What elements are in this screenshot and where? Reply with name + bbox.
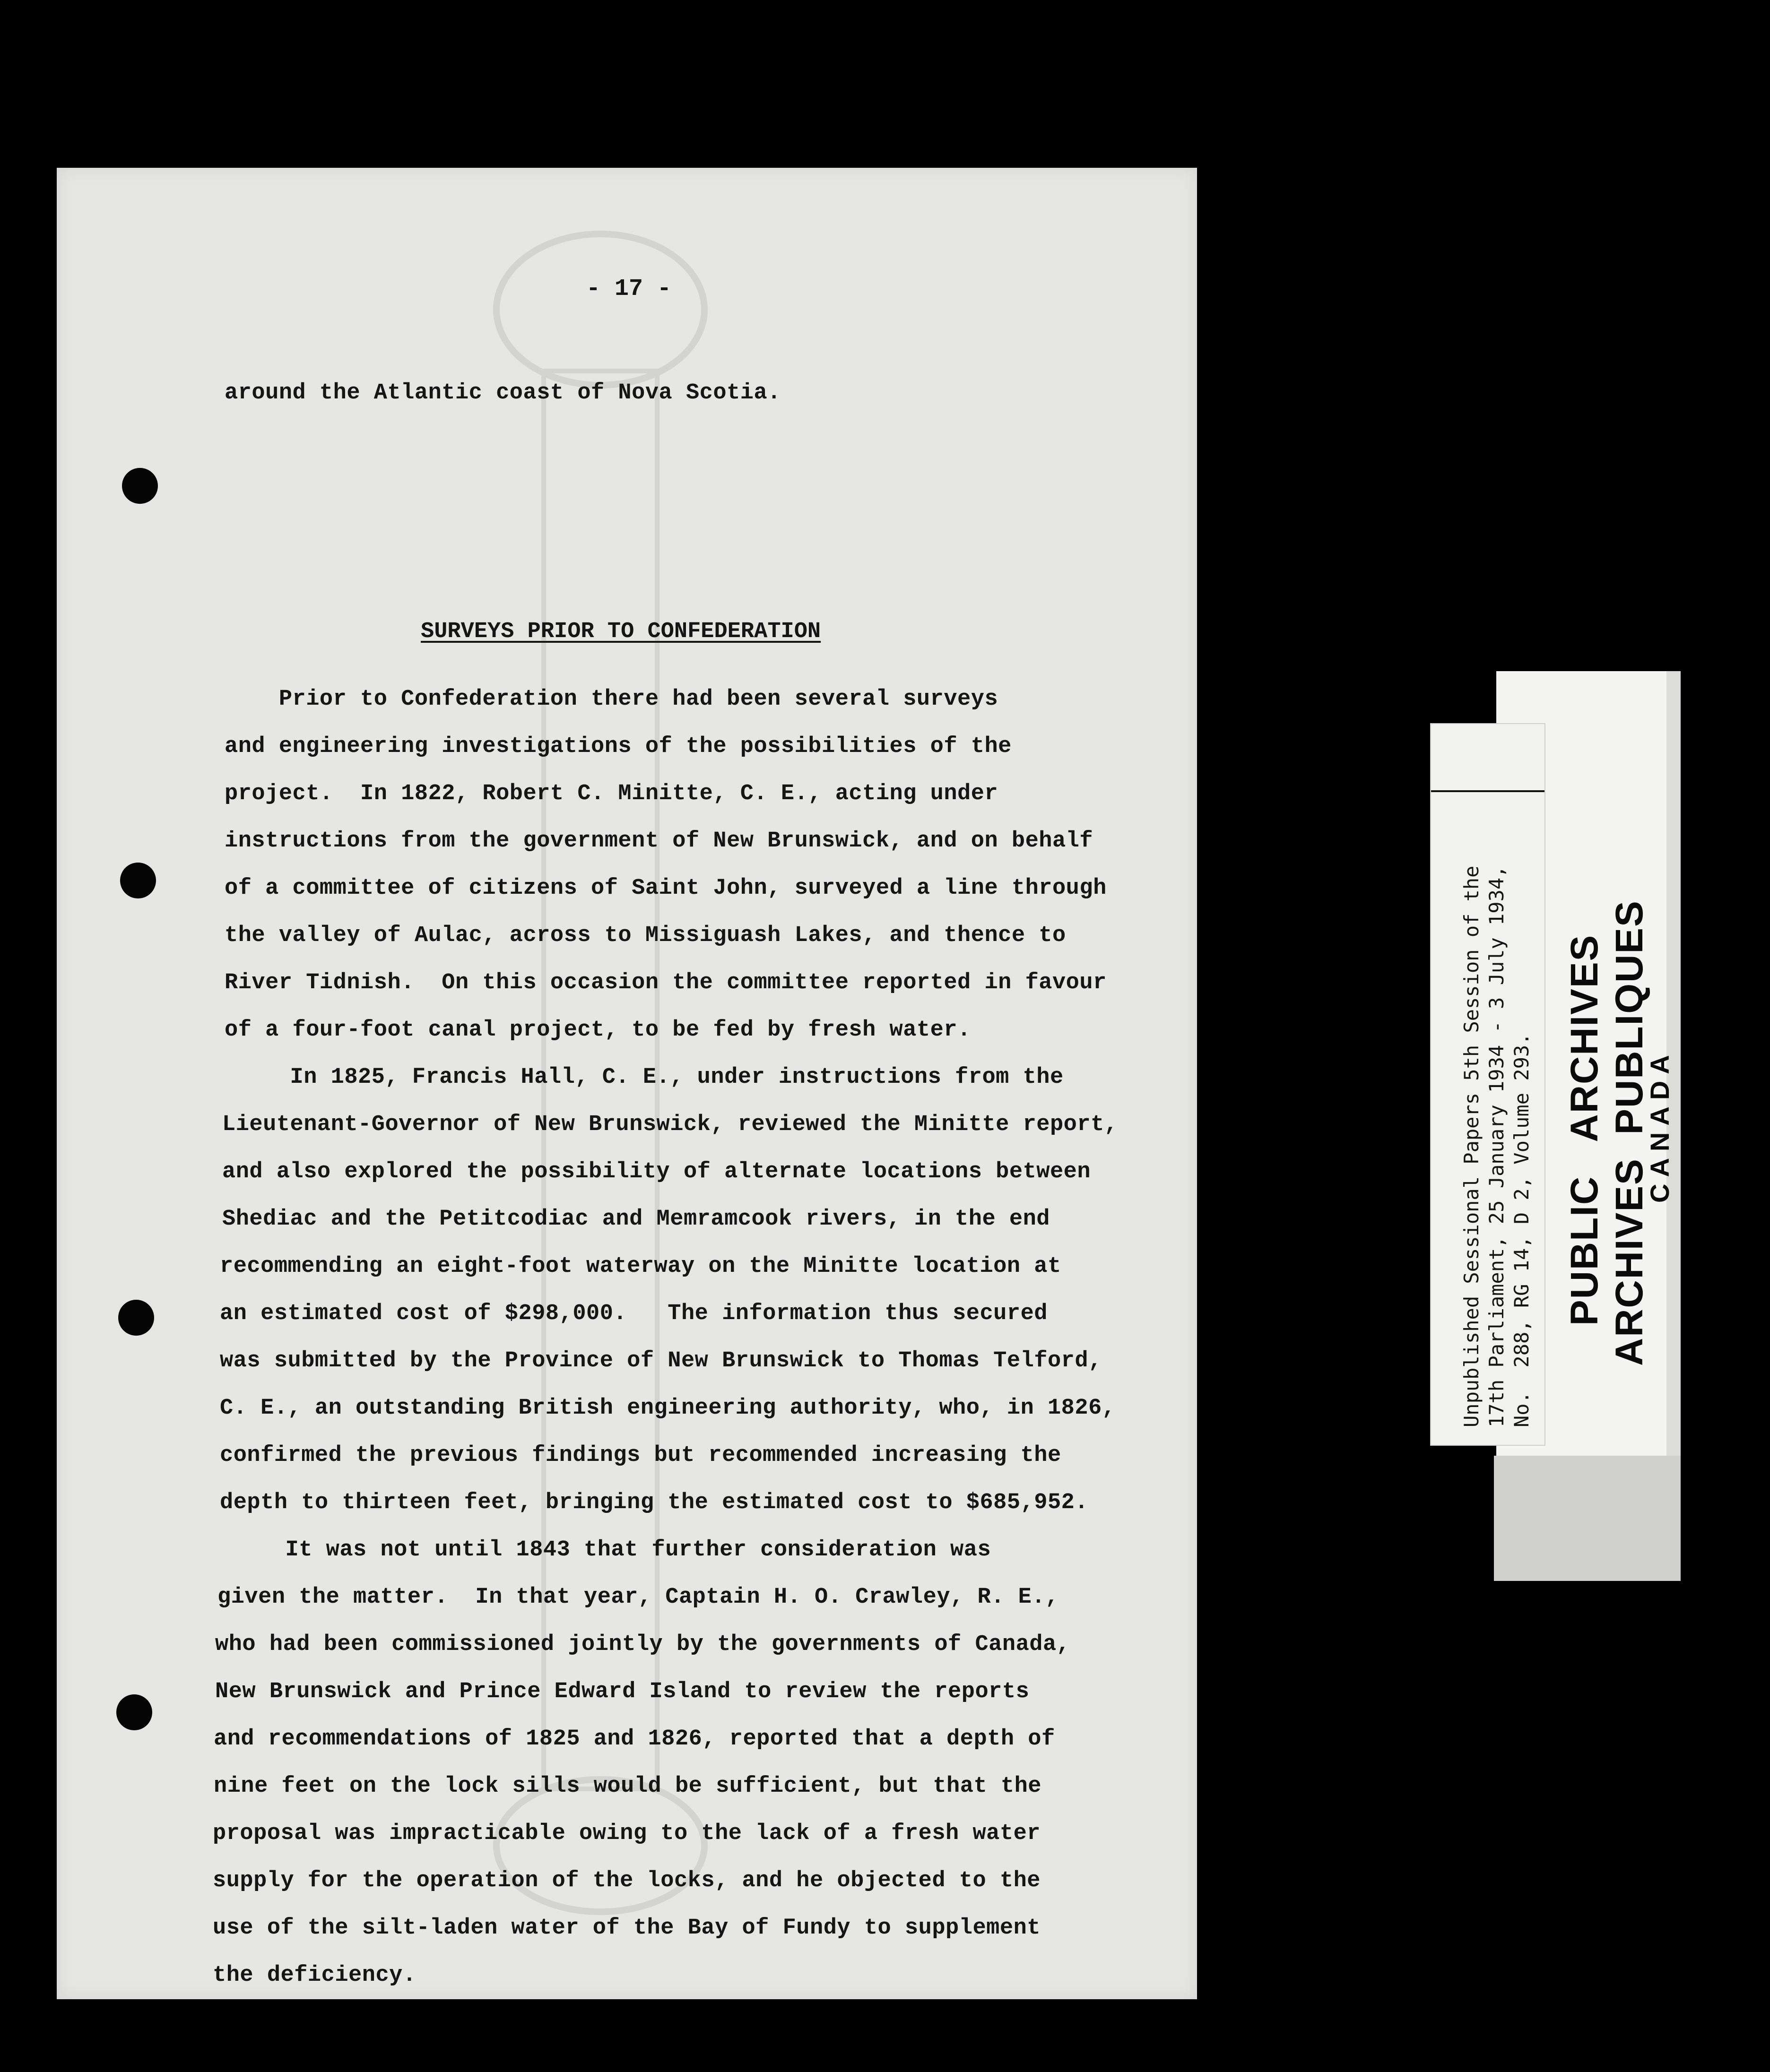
punch-hole	[120, 863, 156, 898]
stamp-canada: CANADA	[1645, 1048, 1675, 1203]
text-line: project. In 1822, Robert C. Minitte, C. E., acting under	[225, 781, 998, 806]
text-line: use of the silt-laden water of the Bay of Fundy to supplement	[213, 1916, 1041, 1941]
text-line: nine feet on the lock sills would be sufficient, but that the	[214, 1774, 1041, 1799]
text-line: and also explored the possibility of alternate locations between	[222, 1159, 1091, 1184]
text-line: given the matter. In that year, Captain H. O. Crawley, R. E.,	[217, 1585, 1059, 1610]
text-line: River Tidnish. On this occasion the committee reported in favour	[225, 970, 1107, 995]
text-line: Lieutenant-Governor of New Brunswick, reviewed the Minitte report,	[222, 1112, 1118, 1137]
punch-hole	[122, 468, 158, 504]
text-line: proposal was impracticable owing to the lack of a fresh water	[213, 1821, 1041, 1846]
punch-hole	[118, 1300, 154, 1336]
stamp-archives-publiques: ARCHIVES PUBLIQUES	[1608, 900, 1651, 1366]
stamp-public-archives: PUBLIC ARCHIVES	[1563, 934, 1606, 1326]
text-line: the deficiency.	[213, 1963, 416, 1988]
archive-label-line: Unpublished Sessional Papers 5th Session of the	[1460, 865, 1483, 1427]
text-line: recommending an eight-foot waterway on the Minitte location at	[220, 1254, 1061, 1279]
text-line: of a four-foot canal project, to be fed by fresh water.	[225, 1018, 971, 1043]
text-line: It was not until 1843 that further consideration was	[217, 1537, 991, 1563]
text-line: supply for the operation of the locks, and he objected to the	[213, 1868, 1041, 1893]
text-line: New Brunswick and Prince Edward Island to review the reports	[215, 1679, 1030, 1704]
text-line: of a committee of citizens of Saint John, surveyed a line through	[225, 876, 1107, 901]
text-line: depth to thirteen feet, bringing the estimated cost to $685,952.	[220, 1490, 1089, 1515]
text-line: In 1825, Francis Hall, C. E., under instructions from the	[222, 1065, 1064, 1090]
section-heading: SURVEYS PRIOR TO CONFEDERATION	[421, 619, 821, 644]
text-line: C. E., an outstanding British engineering authority, who, in 1826,	[220, 1396, 1116, 1421]
archive-label-line: No. 288, RG 14, D 2, Volume 293.	[1510, 1033, 1533, 1427]
punch-hole	[116, 1694, 152, 1730]
text-line: who had been commissioned jointly by the governments of Canada,	[215, 1632, 1070, 1657]
text-line: instructions from the government of New Brunswick, and on behalf	[225, 829, 1093, 854]
document-page	[57, 168, 1197, 1999]
opening-line: around the Atlantic coast of Nova Scotia.	[225, 380, 781, 406]
archive-label-text	[1459, 866, 1534, 1427]
page-number: - 17 -	[586, 276, 672, 302]
text-line: confirmed the previous findings but recommended increasing the	[220, 1443, 1061, 1468]
archive-label-line: 17th Parliament, 25 January 1934 - 3 July 1934,	[1485, 865, 1508, 1427]
text-line: and engineering investigations of the possibilities of the	[225, 734, 1012, 759]
archive-stamp-base	[1494, 1456, 1681, 1581]
text-line: and recommendations of 1825 and 1826, reported that a depth of	[214, 1727, 1055, 1752]
text-line: Shediac and the Petitcodiac and Memramcook rivers, in the end	[222, 1207, 1050, 1232]
text-line: the valley of Aulac, across to Missiguash Lakes, and thence to	[225, 923, 1066, 948]
text-line: an estimated cost of $298,000. The information thus secured	[220, 1301, 1048, 1326]
text-line: Prior to Confederation there had been several surveys	[225, 687, 998, 712]
text-line: was submitted by the Province of New Brunswick to Thomas Telford,	[220, 1348, 1102, 1373]
